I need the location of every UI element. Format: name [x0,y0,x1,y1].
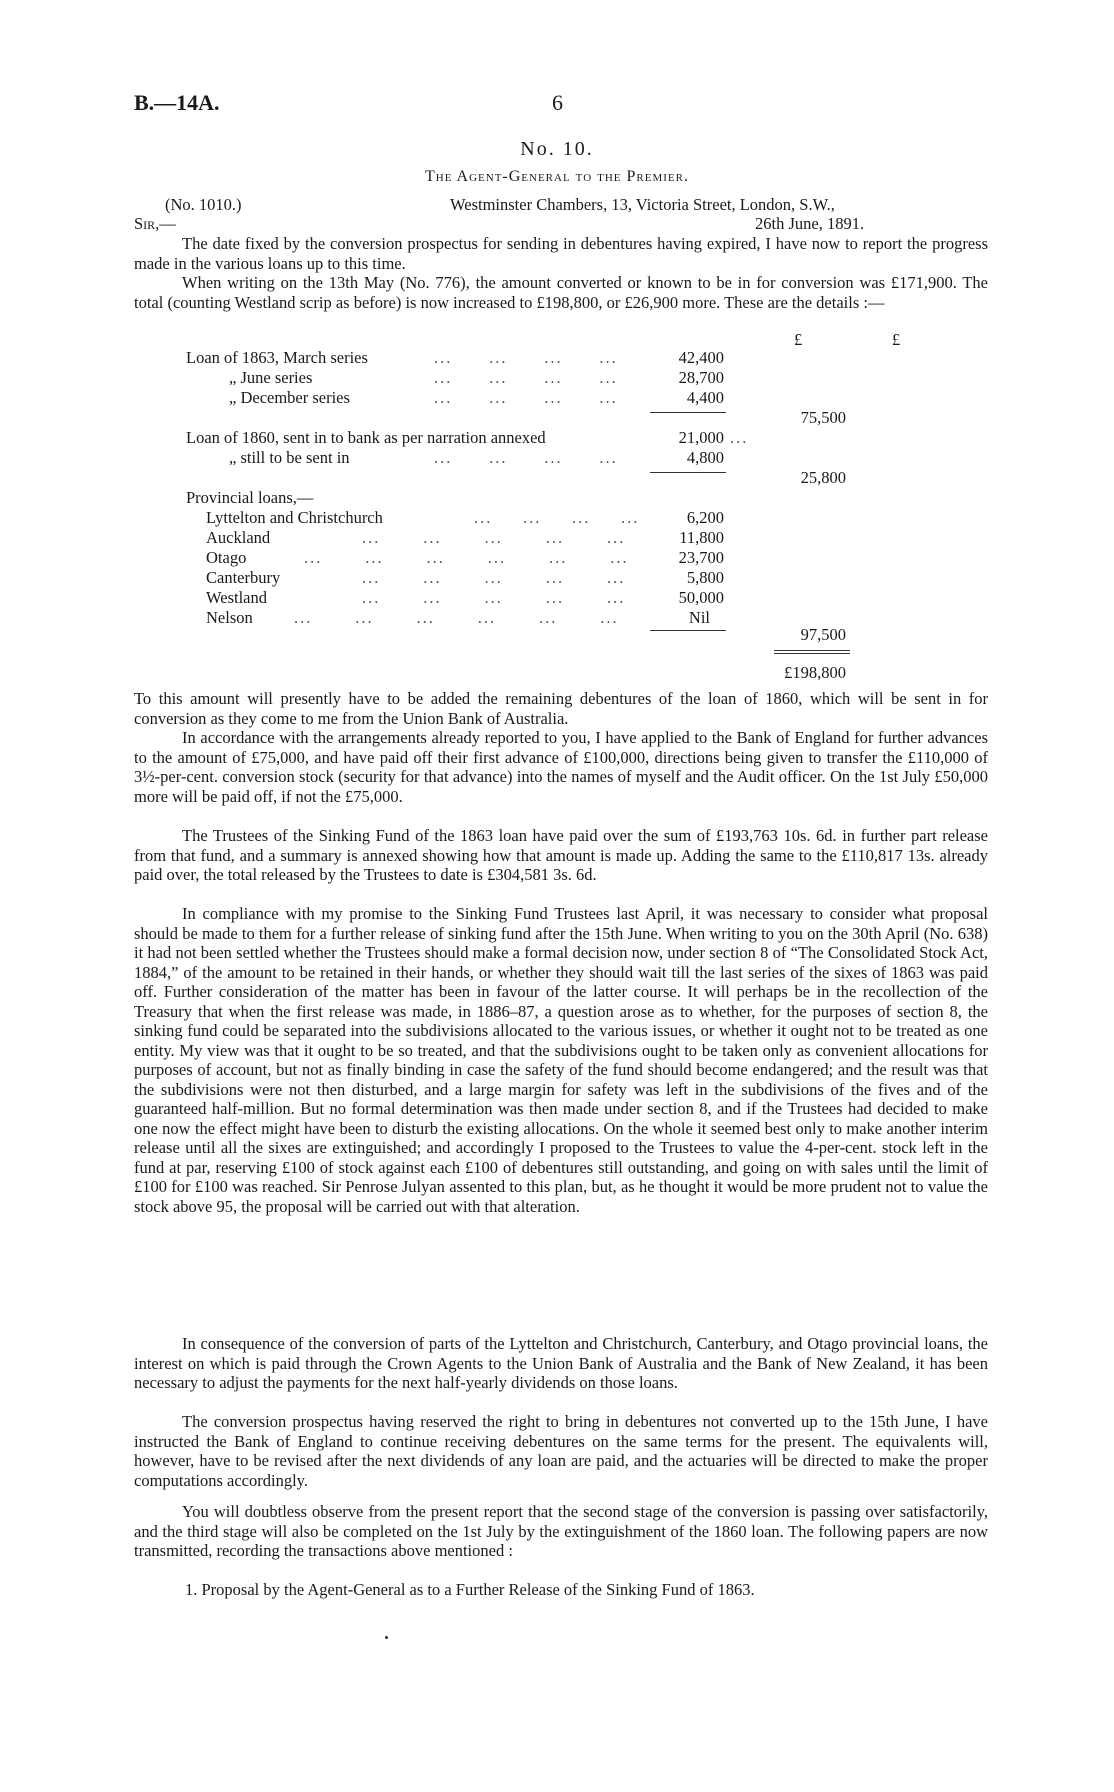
column-head-pounds-1: £ [794,330,803,349]
row-label: Auckland [206,528,271,547]
row-label: Canterbury [206,568,281,587]
row-label: Otago [206,548,247,567]
grand-total-value: £198,800 [784,663,846,682]
leader-dots: ... ... ... ... ... [362,568,626,587]
leader-dots: ... ... ... ... [434,368,618,387]
subtotal-row [134,625,994,645]
table-row [134,508,994,528]
total-rule-double [774,653,850,654]
row-value: 42,400 [678,348,724,367]
leader-dots: ... ... ... ... [434,448,618,467]
subtotal-value: 25,800 [800,468,846,487]
row-label: Westland [206,588,267,607]
row-label: Loan of 1860, sent in to bank as per narration annexed [186,428,546,447]
total-rule [774,650,850,651]
letter-date: 26th June, 1891. [755,214,865,233]
table-row [134,388,994,408]
row-value: 21,000 [678,428,724,447]
row-label: Nelson [206,608,253,627]
row-value: 11,800 [679,528,724,547]
leader-dots: ... ... ... ... [434,388,618,407]
leader-dots: ... ... ... ... ... [362,588,626,607]
row-value: Nil [688,608,710,627]
row-value: 4,800 [686,448,724,467]
letter-heading: The Agent-General to the Premier. [424,168,689,185]
row-label: Provincial loans,— [186,488,314,507]
ink-speck [385,1636,388,1639]
subtotal-value: 97,500 [800,625,846,644]
table-row [134,428,994,448]
leader-dots: ... ... ... ... ... ... [294,608,619,627]
table-row [134,588,994,608]
body-paragraph-4: In compliance with my promise to the Sinking Fund Trustees last April, it was necessary to consider what proposal should be made to them for a further release of sinking fund after the 15th June. When writing to you on the 30th April (No. 638) it had not been settled whether the Trustees should make a formal decision now, under section 8 of “The Consolidated Stock Act, 1884,” of the amount to be retained in their hands, or whether they should wait till the last series of the sixes of 1863 was paid off. Further consideration of the matter has been in favour of the latter course. It will perhaps be in the recollection of the Treasury that when the first release was made, in 1886–87, a question arose as to whether, for the purposes of section 8, the sinking fund could be separated into the subdivisions allocated to the various issues, or whether it ought not to be treated as one entity. My view was that it ought to be so treated, and that the subdivisions ought to be taken only as convenient allocations for purposes of account, but not as finally binding in case the safety of the fund should become endangered; and the result was that the subdivisions were not then disturbed, and a large margin for safety was left in the subdivisions of the fives and of the guaranteed half-million. But no formal determination was then made under section 8, and if the Trustees had decided to make one now the effect might have been to disturb the existing allocations. On the whole it seemed best only to make another interim release until all the sixes are extinguished; and accordingly I proposed to the Trustees to value the 4-per-cent. stock left in the fund at par, reserving £100 of stock against each £100 of debentures still outstanding, and going on with sales until the limit of £100 for £100 was reached. Sir Penrose Julyan assented to this plan, but, as he thought it would be more prudent not to value the stock above 95, the proposal will be carried out with that alteration. [134,904,988,1216]
document-reference: B.—14A. [134,90,220,115]
row-label: „ still to be sent in [229,448,350,467]
letter-number: (No. 1010.) [165,195,242,214]
subtotal-value: 75,500 [800,408,846,427]
table-row [134,528,994,548]
body-paragraph-6: The conversion prospectus having reserved the right to bring in debentures not converted up to the 15th June, I have instructed the Bank of England to continue receiving debentures on the same terms for the present. The equivalents will, however, have to be revised after the next dividends of any loan are paid, and the actuaries will be directed to make the proper computations accordingly. [134,1412,988,1490]
body-paragraph-7: You will doubtless observe from the present report that the second stage of the conversion is passing over satisfactorily, and the third stage will also be completed on the 1st July by the extinguishment of the 1860 loan. The following papers are now transmitted, recording the transactions above mentioned : [134,1502,988,1560]
row-value: 6,200 [686,508,724,527]
row-label: „ December series [229,388,350,407]
leader-dots: ... ... ... ... [434,348,618,367]
body-paragraph-1: To this amount will presently have to be added the remaining debentures of the loan of 1860, which will be sent in for conversion as they come to me from the Union Bank of Australia. [134,689,988,728]
leader-dots: ... ... ... ... ... ... [304,548,629,567]
row-value: 4,400 [686,388,724,407]
document-number: No. 10. [520,138,594,160]
leader-dots: ... ... ... ... [474,508,640,527]
leader-dots: ... ... ... ... ... [362,528,626,547]
table-row [134,448,994,468]
row-label: Lyttelton and Christchurch [206,508,383,527]
enclosure-list-item: 1. Proposal by the Agent-General as to a Further Release of the Sinking Fund of 1863. [185,1580,755,1599]
subtotal-row [134,408,994,428]
intro-paragraph-1: The date fixed by the conversion prospectus for sending in debentures having expired, I have now to report the progress made in the various loans up to this time. [134,234,988,273]
table-row [134,548,994,568]
body-paragraph-3: The Trustees of the Sinking Fund of the 1863 loan have paid over the sum of £193,763 10s. 6d. in further part release from that fund, and a summary is annexed showing how that amount is made up. Adding the same to the £110,817 13s. already paid over, the total released by the Trustees to date is £304,581 3s. 6d. [134,826,988,884]
leader-dots: ... [730,428,749,447]
row-value: 50,000 [678,588,724,607]
row-label: Loan of 1863, March series [186,348,368,367]
row-value: 5,800 [686,568,724,587]
page-number: 6 [552,90,563,115]
salutation: Sir,— [134,214,176,233]
body-paragraph-2: In accordance with the arrangements already reported to you, I have applied to the Bank of England for further advances to the amount of £75,000, and have paid off their first advance of £100,000, directions being given to transfer the £110,000 of 3½-per-cent. conversion stock (security for that advance) into the names of myself and the Audit officer. On the 1st July £50,000 more will be paid off, if not the £75,000. [134,728,988,806]
row-value: 23,700 [678,548,724,567]
row-value: 28,700 [678,368,724,387]
subtotal-row [134,468,994,488]
body-paragraph-5: In consequence of the conversion of parts of the Lyttelton and Christchurch, Canterbury, and Otago provincial loans, the interest on which is paid through the Crown Agents to the Union Bank of Australia and the Bank of New Zealand, it has been necessary to adjust the payments for the next half-yearly dividends on those loans. [134,1334,988,1392]
intro-paragraph-2: When writing on the 13th May (No. 776), the amount converted or known to be in for conversion was £171,900. The total (counting Westland scrip as before) is now increased to £198,800, or £26,900 more. These are the details :— [134,273,988,312]
table-row [134,368,994,388]
column-head-pounds-2: £ [892,330,901,349]
grand-total-row [134,663,994,683]
table-row [134,488,994,508]
table-row [134,568,994,588]
sender-address: Westminster Chambers, 13, Victoria Street, London, S.W., [450,195,835,214]
table-row [134,348,994,368]
row-label: „ June series [229,368,313,387]
